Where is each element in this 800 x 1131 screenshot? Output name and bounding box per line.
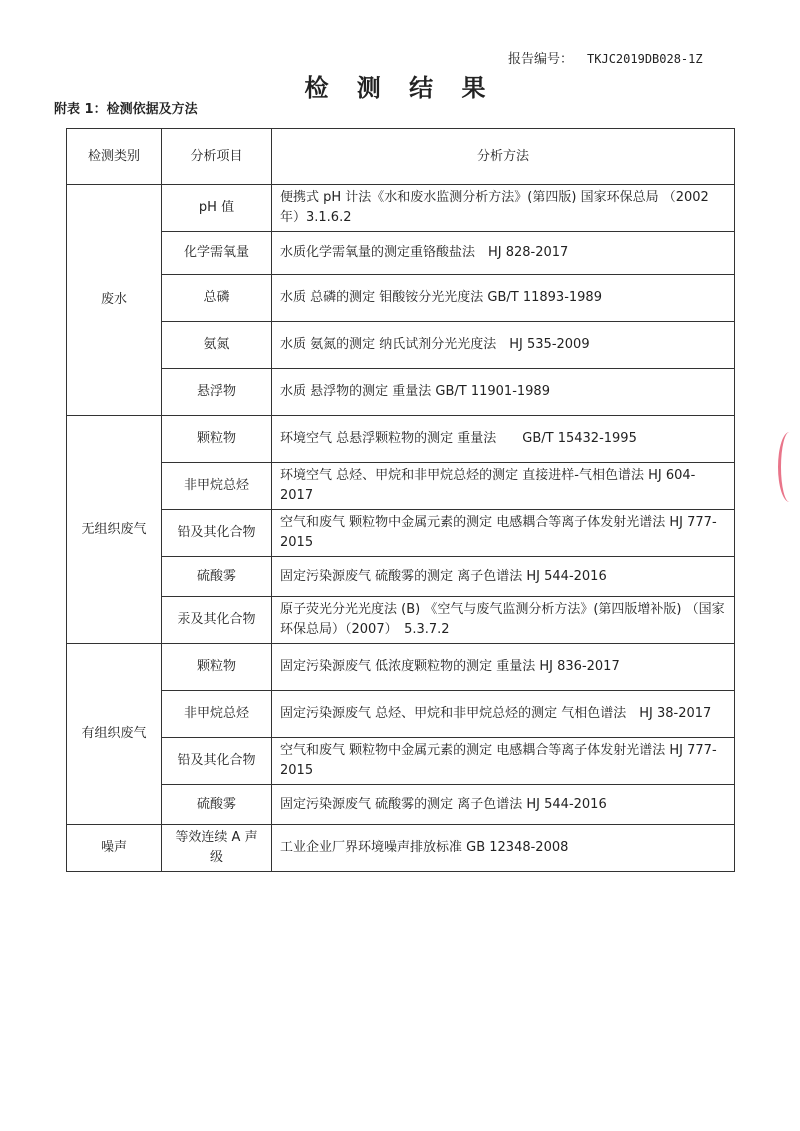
method-cell: 便携式 pH 计法《水和废水监测分析方法》(第四版) 国家环保总局 （2002 年）3.1.6.2 (272, 185, 735, 232)
method-cell: 水质 悬浮物的测定 重量法 GB/T 11901-1989 (272, 369, 735, 416)
item-cell: 颗粒物 (162, 416, 272, 463)
category-cell: 有组织废气 (67, 644, 162, 825)
table-row (67, 557, 735, 597)
table-row (67, 738, 735, 785)
table-row (67, 322, 735, 369)
method-cell: 水质化学需氧量的测定重铬酸盐法 HJ 828-2017 (272, 232, 735, 275)
item-cell: pH 值 (162, 185, 272, 232)
method-cell: 空气和废气 颗粒物中金属元素的测定 电感耦合等离子体发射光谱法 HJ 777-2015 (272, 738, 735, 785)
method-cell: 环境空气 总烃、甲烷和非甲烷总烃的测定 直接进样-气相色谱法 HJ 604-2017 (272, 463, 735, 510)
method-cell: 原子荧光分光光度法 (B) 《空气与废气监测分析方法》(第四版增补版) （国家环保总局）（2007） 5.3.7.2 (272, 597, 735, 644)
page-title: 检 测 结 果 (304, 74, 496, 102)
table-row (67, 275, 735, 322)
table-row (67, 691, 735, 738)
table-row (67, 597, 735, 644)
method-cell: 固定污染源废气 总烃、甲烷和非甲烷总烃的测定 气相色谱法 HJ 38-2017 (272, 691, 735, 738)
item-cell: 总磷 (162, 275, 272, 322)
header-method: 分析方法 (272, 129, 735, 185)
table-row (67, 644, 735, 691)
method-cell: 环境空气 总悬浮颗粒物的测定 重量法 GB/T 15432-1995 (272, 416, 735, 463)
category-cell: 噪声 (67, 825, 162, 872)
seal-stamp-edge (778, 432, 800, 502)
table-row (67, 825, 735, 872)
report-number-label: 报告编号： (508, 52, 574, 67)
header-item: 分析项目 (162, 129, 272, 185)
table-row (67, 232, 735, 275)
method-cell: 工业企业厂界环境噪声排放标准 GB 12348-2008 (272, 825, 735, 872)
item-cell: 硫酸雾 (162, 785, 272, 825)
item-cell: 汞及其化合物 (162, 597, 272, 644)
category-cell: 无组织废气 (67, 416, 162, 644)
table-row (67, 463, 735, 510)
item-cell: 氨氮 (162, 322, 272, 369)
method-cell: 水质 氨氮的测定 纳氏试剂分光光度法 HJ 535-2009 (272, 322, 735, 369)
item-cell: 硫酸雾 (162, 557, 272, 597)
report-number (508, 48, 703, 67)
item-cell: 悬浮物 (162, 369, 272, 416)
item-cell: 非甲烷总烃 (162, 691, 272, 738)
item-cell: 等效连续 A 声级 (162, 825, 272, 872)
table-row (67, 416, 735, 463)
methods-table (66, 128, 735, 872)
table-row (67, 510, 735, 557)
item-cell: 铅及其化合物 (162, 738, 272, 785)
table-row (67, 369, 735, 416)
item-cell: 铅及其化合物 (162, 510, 272, 557)
method-cell: 固定污染源废气 硫酸雾的测定 离子色谱法 HJ 544-2016 (272, 557, 735, 597)
table-row (67, 185, 735, 232)
report-number-value: TKJC2019DB028-1Z (587, 52, 703, 66)
method-cell: 水质 总磷的测定 钼酸铵分光光度法 GB/T 11893-1989 (272, 275, 735, 322)
item-cell: 颗粒物 (162, 644, 272, 691)
table-row (67, 785, 735, 825)
header-category: 检测类别 (67, 129, 162, 185)
method-cell: 固定污染源废气 低浓度颗粒物的测定 重量法 HJ 836-2017 (272, 644, 735, 691)
item-cell: 化学需氧量 (162, 232, 272, 275)
table-caption: 附表 1：检测依据及方法 (54, 102, 198, 117)
method-cell: 空气和废气 颗粒物中金属元素的测定 电感耦合等离子体发射光谱法 HJ 777-2015 (272, 510, 735, 557)
item-cell: 非甲烷总烃 (162, 463, 272, 510)
category-cell: 废水 (67, 185, 162, 416)
methods-table-body (67, 185, 735, 872)
method-cell: 固定污染源废气 硫酸雾的测定 离子色谱法 HJ 544-2016 (272, 785, 735, 825)
header-row (67, 129, 735, 185)
